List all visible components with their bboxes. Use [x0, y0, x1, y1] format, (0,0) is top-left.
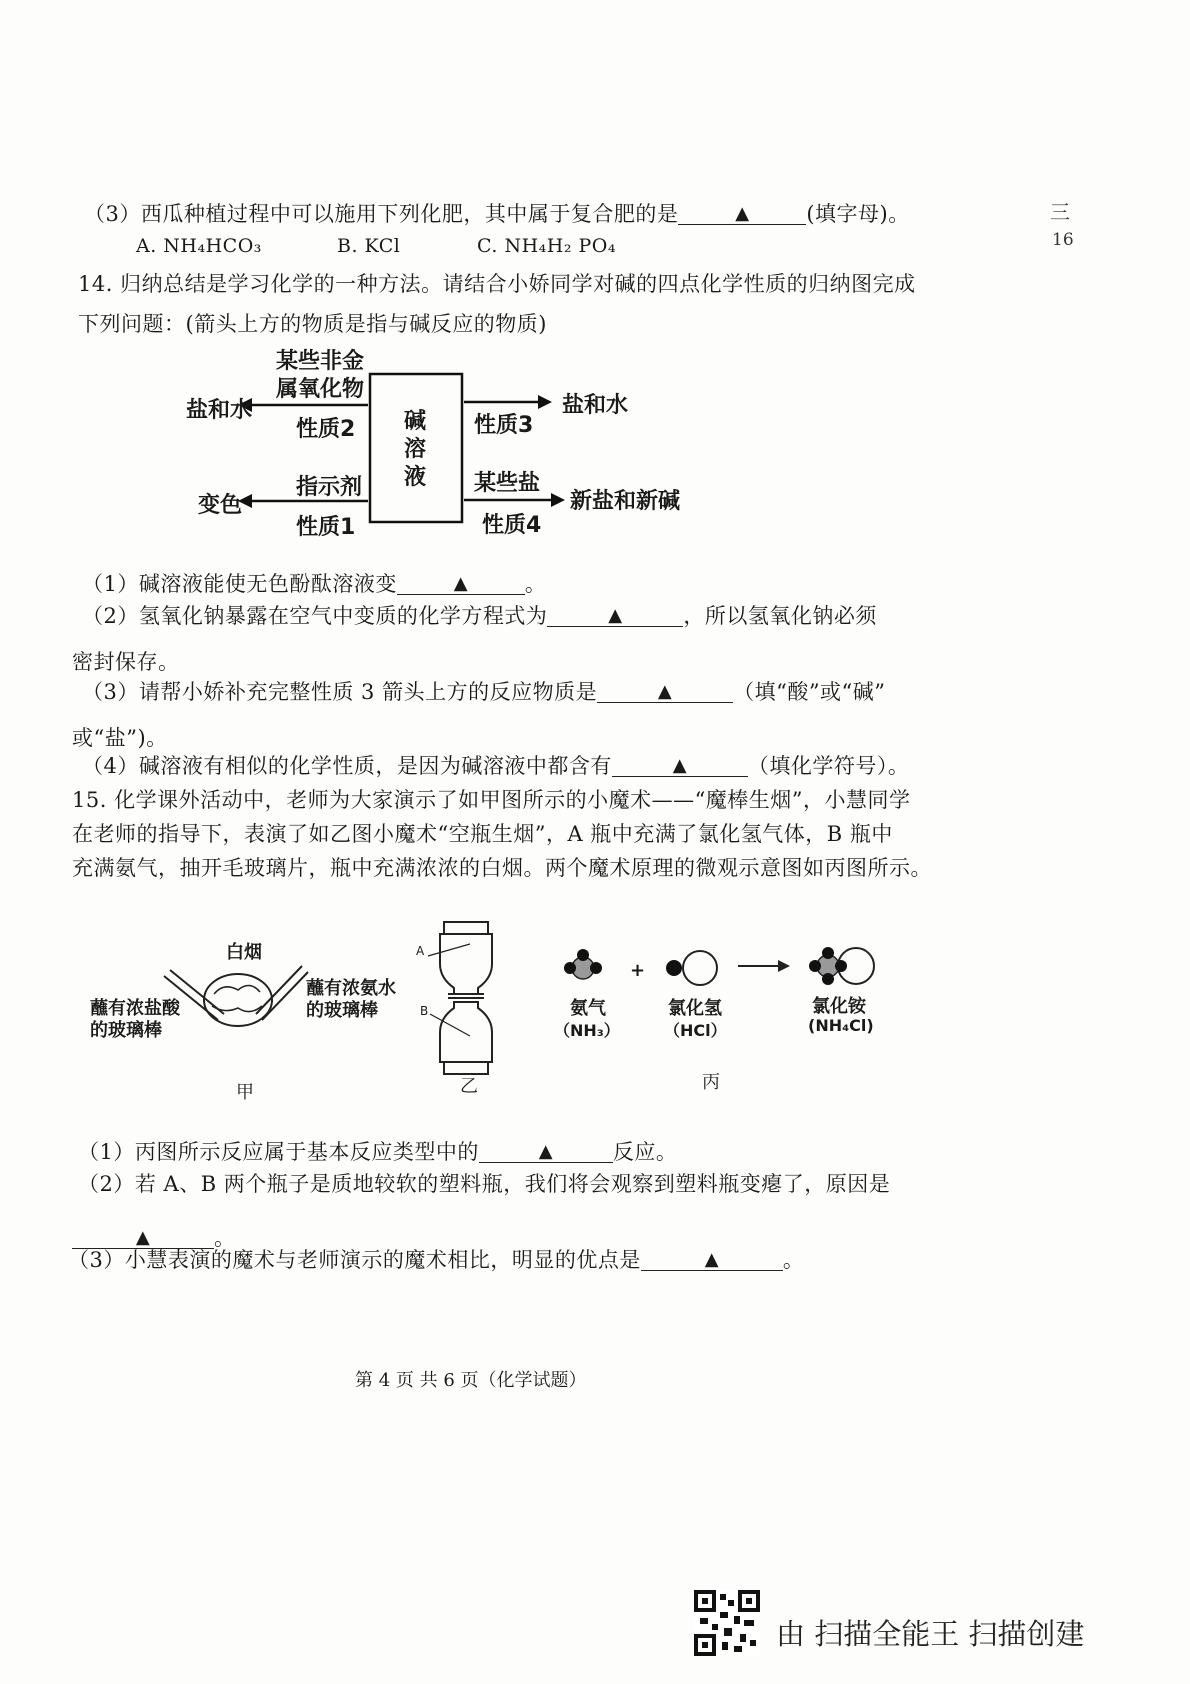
- property-2-label: 性质2: [296, 417, 356, 442]
- center-char-3: 液: [404, 465, 427, 490]
- q14-sub4-blank[interactable]: ▲: [612, 754, 748, 777]
- fig-yi-bottles: [428, 922, 492, 1074]
- ammonia-name: 氨气: [570, 998, 606, 1019]
- fig-jia-smoke-label: 白烟: [226, 942, 262, 963]
- q13-option-b[interactable]: B. KCl: [337, 235, 401, 257]
- q13-3-after: (填字母)。: [806, 202, 910, 226]
- q13-option-a[interactable]: A. NH₄HCO₃: [136, 235, 262, 257]
- q14-sub1: （1）碱溶液能使无色酚酞溶液变 ▲ 。: [82, 572, 547, 596]
- q15-sub1: （1）丙图所示反应属于基本反应类型中的 ▲ 反应。: [78, 1140, 678, 1164]
- property-3-label: 性质3: [474, 413, 534, 438]
- fig-jia-right-label-1: 蘸有浓氨水: [306, 978, 396, 999]
- q15-line2: 在老师的指导下，表演了如乙图小魔术“空瓶生烟”，A 瓶中充满了氯化氢气体，B 瓶中: [72, 822, 893, 846]
- page-footer: 第 4 页 共 6 页（化学试题）: [355, 1370, 587, 1391]
- q14-sub3-blank[interactable]: ▲: [597, 680, 733, 703]
- fig-yi-caption: 乙: [460, 1076, 478, 1097]
- q13-option-c[interactable]: C. NH₄H₂ PO₄: [477, 235, 616, 257]
- q15-sub2-answer: ▲ 。: [72, 1222, 236, 1252]
- q15-sub2-blank[interactable]: ▲: [72, 1226, 214, 1249]
- nonmetal-oxide-label-2: 属氧化物: [276, 377, 365, 402]
- q13-3-text: （3）西瓜种植过程中可以施用下列化肥，其中属于复合肥的是: [84, 202, 679, 226]
- right-top-result: 盐和水: [562, 393, 629, 418]
- q15-line1: 15. 化学课外活动中，老师为大家演示了如甲图所示的小魔术——“魔棒生烟”，小慧同学: [72, 788, 911, 812]
- ammonia-molecule: [564, 949, 602, 979]
- salt-label: 某些盐: [474, 471, 541, 496]
- bottle-b-label: B: [420, 1004, 429, 1018]
- q15-sub1-blank[interactable]: ▲: [479, 1140, 613, 1163]
- scanner-watermark: 由 扫描全能王 扫描创建: [776, 1617, 1085, 1651]
- left-top-result: 盐和水: [186, 398, 253, 423]
- hcl-name: 氯化氢: [668, 998, 722, 1019]
- q15-sub2: （2）若 A、B 两个瓶子是质地较软的塑料瓶，我们将会观察到塑料瓶变瘪了，原因是: [78, 1172, 891, 1196]
- qr-code-icon: [694, 1590, 760, 1656]
- q14-sub2: （2）氢氧化钠暴露在空气中变质的化学方程式为 ▲ ，所以氢氧化钠必须: [82, 604, 877, 628]
- fig-jia-caption: 甲: [236, 1082, 254, 1103]
- hydrogen-chloride-molecule: [666, 951, 717, 985]
- q14-sub1-blank[interactable]: ▲: [397, 572, 525, 595]
- center-char-1: 碱: [404, 409, 427, 434]
- property-1-label: 性质1: [296, 515, 356, 540]
- fig-jia-right-label-2: 的玻璃棒: [306, 1000, 378, 1021]
- q15-sub3-blank[interactable]: ▲: [641, 1248, 783, 1271]
- property-4-label: 性质4: [482, 513, 542, 538]
- q14-line1: 14. 归纳总结是学习化学的一种方法。请结合小娇同学对碱的四点化学性质的归纳图完成: [78, 272, 916, 296]
- ammonia-formula: （NH₃）: [554, 1021, 620, 1040]
- nh4cl-name: 氯化铵: [812, 996, 866, 1017]
- q15-sub3: （3）小慧表演的魔术与老师演示的魔术相比，明显的优点是 ▲ 。: [68, 1248, 805, 1272]
- hcl-formula: （HCl）: [664, 1021, 727, 1040]
- q13-3-line: [84, 198, 910, 228]
- q14-sub3-line2: 或“盐”)。: [72, 726, 168, 750]
- ammonium-chloride-molecule: [809, 947, 874, 985]
- plus-sign: +: [630, 960, 646, 981]
- fig-jia-left-label-2: 的玻璃棒: [90, 1020, 162, 1041]
- fig-bing-caption: 丙: [702, 1072, 720, 1093]
- indicator-label: 指示剂: [296, 475, 363, 500]
- bottle-a-label: A: [416, 944, 425, 958]
- right-bottom-result: 新盐和新碱: [570, 489, 681, 514]
- q14-sub3: （3）请帮小娇补充完整性质 3 箭头上方的反应物质是 ▲ （填“酸”或“碱”: [82, 680, 886, 704]
- q14-line2: 下列问题：(箭头上方的物质是指与碱反应的物质): [78, 312, 547, 336]
- q13-3-blank[interactable]: ▲: [678, 202, 806, 225]
- fig-jia-left-label-1: 蘸有浓盐酸: [90, 998, 180, 1019]
- q15-line3: 充满氨气，抽开毛玻璃片，瓶中充满浓浓的白烟。两个魔术原理的微观示意图如丙图所示。: [72, 856, 932, 880]
- q14-sub2-blank[interactable]: ▲: [547, 604, 683, 627]
- margin-number: 16: [1052, 230, 1074, 250]
- q14-sub4: （4）碱溶液有相似的化学性质，是因为碱溶液中都含有 ▲ （填化学符号）。: [82, 754, 910, 778]
- q14-sub2-line2: 密封保存。: [72, 650, 180, 674]
- fig-jia-drawing: [164, 966, 308, 1026]
- margin-char: 三: [1050, 200, 1070, 224]
- nonmetal-oxide-label-1: 某些非金: [276, 349, 365, 374]
- nh4cl-formula: (NH₄Cl): [808, 1016, 874, 1035]
- center-char-2: 溶: [404, 437, 427, 462]
- left-bottom-result: 变色: [198, 493, 243, 518]
